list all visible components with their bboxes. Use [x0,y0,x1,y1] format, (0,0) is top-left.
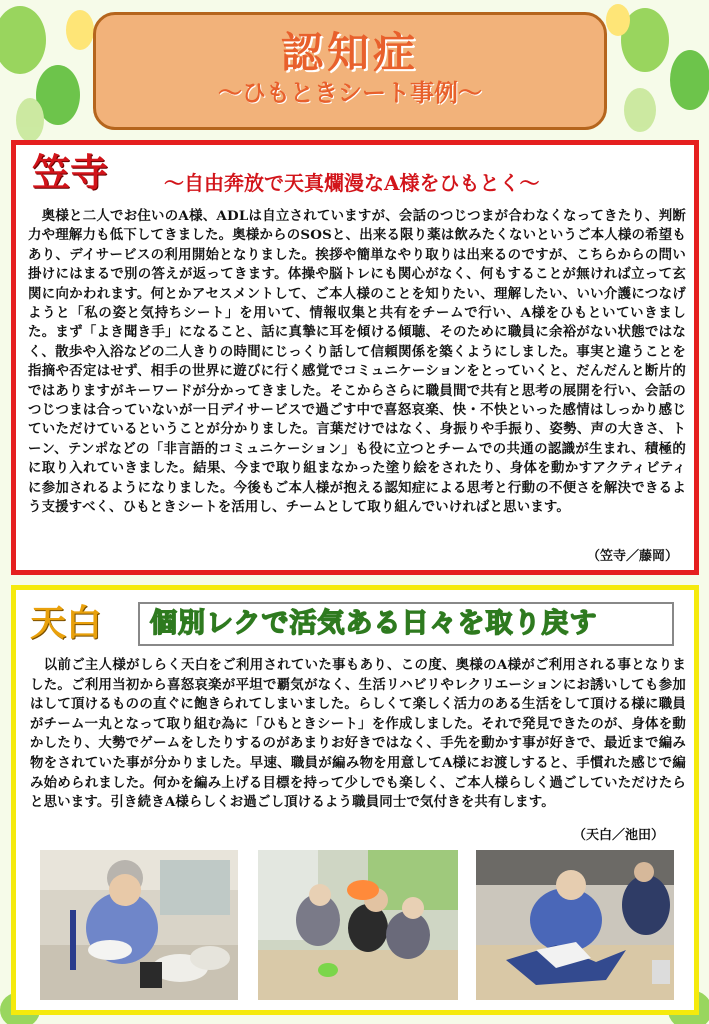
kasadera-section [11,140,699,575]
kasadera-signature: （笠寺／藤岡） [586,549,678,564]
photo-group-activity [258,850,458,1000]
title-banner [93,12,607,130]
tenpaku-heading: 個別レクで活気ある日々を取り戻す [150,608,598,639]
kasadera-body: 奥様と二人でお住いのA様、ADLは自立されていますが、会話のつじつまが合わなくなってきたり、判断力や理解力も低下してきました。奥様からのSOSと、出来る限り薬は飲みたくないというご本人様の希望もあり、デイサービスの利用開始となりました。挨拶や簡単なやり取りは出来るのですが、こちらからの問い掛けにはまるで別の答えが返ってきます。体操や脳トレにも関心がなく、何もすることが無ければ立って玄関に向かわれます。何とかアセスメントして、ご本人様のことを知りたい、理解したい、いい介護につなげようと「私の姿と気持ちシート」を用いて、情報収集と共有をチームで行い、A様をひもといていきました。まず「よき聞き手」になること、話に真摯に耳を傾ける傾聴、そのために職員に余裕がない状態ではなく、散歩や入浴などの二人きりの時間にじっくり話して信頼関係を築くようにしました。事実と違うことを指摘や否定はせず、相手の世界に遊びに行く感覚でコミュニケーションをとっていくと、だんだんと断片的ではありますがキーワードが分かってきました。そこからさらに職員間で共有と思考の展開を行い、会話のつじつまは合っていないが一日デイサービスで過ごす中で喜怒哀楽、快・不快といった感情はしっかり感じていただけているということが分かりました。言葉だけではなく、身振りや手振り、姿勢、声の大きさ、トーン、テンポなどの「非言語的コミュニケーション」も役に立つとチームでの共通の認識が生まれ、積極的に取り入れていきました。結果、今まで取り組まなかった塗り絵をされたり、身体を動かすアクティビティに参加されるようになりました。今後もご本人様が抱える認知症による思考と行動の不便さを解決できるよう支援すべく、ひもときシートを活用し、チームとして取り組んでいければと思います。 [28,208,686,516]
tenpaku-signature: （天白／池田） [572,828,664,843]
tenpaku-body: 以前ご主人様がしらく天白をご利用されていた事もあり、この度、奥様のA様がご利用される事となりました。ご利用当初から喜怒哀楽が平坦で覇気がなく、生活リハビリやレクリエーションにお誘いしても参加はして頂けるものの直ぐに飽きられてしまいました。らしくて楽しく活力のある生活をして頂ける様に職員がチーム一丸となって取り組む為に「ひもときシート」を作成しました。それで発見できたのが、身体を動かしたり、大勢でゲームをしたりするのがあまりお好きではなく、手先を動かす事が好きで、最近まで編み物をされていた事が分かりました。早速、職員が編み物を用意してA様にお渡しすると、手慣れた感じで編み始められました。何かを編み上げる目標を持って少しでも楽しく、ご本人様らしく過ごしていただけたらと思います。引き続きA様らしくお過ごし頂けるよう職員同士で気付きを共有します。 [30,657,686,811]
page-subtitle: 〜ひもときシート事例〜 [218,79,482,107]
tenpaku-heading-banner [138,602,674,646]
tenpaku-section [11,585,699,1015]
tenpaku-facility-name: 天白 [30,602,103,644]
kasadera-heading: 〜自由奔放で天真爛漫なA様をひもとく〜 [164,171,540,195]
photo-kitchen [40,850,238,1000]
photo-knitting [476,850,674,1000]
kasadera-facility-name: 笠寺 [32,150,109,195]
page-title: 認知症 [280,28,419,77]
